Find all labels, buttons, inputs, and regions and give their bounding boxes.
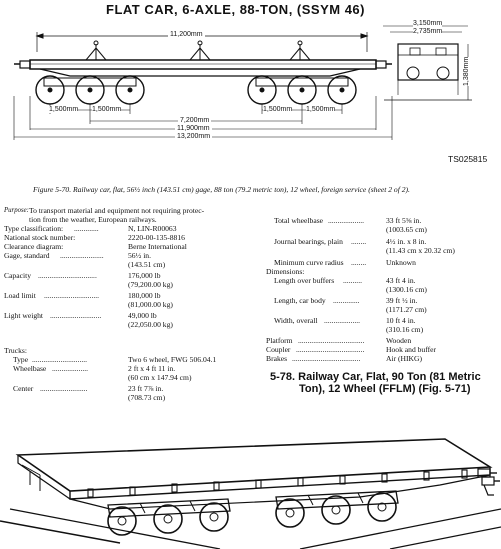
truck-value-type: Two 6 wheel, FWG 506.04.1	[128, 355, 217, 364]
spec-label-journal-bearings: Journal bearings, plain	[274, 237, 343, 246]
spec-label-coupler: Coupler	[266, 345, 291, 354]
perspective-car-drawing	[0, 409, 501, 549]
trucks-label: Trucks:	[4, 346, 27, 355]
spec-label-load-limit: Load limit	[4, 291, 36, 300]
purpose-text-line-1: To transport material and equipment not requiring protec-	[29, 206, 205, 215]
truck-label-center: Center	[13, 384, 34, 393]
spec-label-gage: Gage, standard	[4, 251, 50, 260]
truck-value-center-metric: (708.73 cm)	[128, 393, 166, 402]
dim-overall-length: 13,200mm	[177, 133, 211, 140]
spec-dots: .............................	[32, 355, 88, 364]
dim-deck-length: 11,200mm	[170, 31, 203, 38]
spec-dots: ..........	[343, 276, 362, 285]
figure-caption: Figure 5-70. Railway car, flat, 56½ inch (143.51 cm) gage, 88 ton (79.2 metric ton), 12 wheel, foreign service (sheet 2 of 2).	[33, 185, 410, 194]
spec-dots: ...............................	[38, 271, 97, 280]
dim-truck-centers: 7,200mm	[180, 117, 210, 124]
spec-label-width-overall: Width, overall	[274, 316, 318, 325]
spec-dots: ...................................	[298, 336, 365, 345]
spec-label-clearance-diagram: Clearance diagram:	[4, 242, 64, 251]
spec-value-brakes: Air (HIKG)	[386, 354, 423, 363]
spec-dots: ..............	[333, 296, 360, 305]
section-title-line-1: Railway Car, Flat, 90 Ton (81 Metric	[298, 371, 481, 383]
spec-value-width-overall-metric: (310.16 cm)	[386, 325, 424, 334]
spec-value-load-limit: 180,000 lb	[128, 291, 161, 300]
spec-value-light-weight: 49,000 lb	[128, 311, 157, 320]
spec-label-length-car-body: Length, car body	[274, 296, 326, 305]
spec-value-national-stock-number: 2220-00-135-8816	[128, 233, 185, 242]
spec-value-clearance-diagram: Berne International	[128, 242, 187, 251]
truck-value-center: 23 ft 7⅞ in.	[128, 384, 164, 393]
truck-label-wheelbase: Wheelbase	[13, 364, 47, 373]
dim-wheel-spacing-a: 1,500mm	[49, 106, 79, 113]
right-spec-block	[266, 216, 499, 391]
spec-value-length-car-body-metric: (1171.27 cm)	[386, 305, 427, 314]
spec-label-platform: Platform	[266, 336, 293, 345]
drawing-title: FLAT CAR, 6-AXLE, 88-TON, (SSYM 46)	[106, 2, 365, 17]
spec-value-journal-bearings-metric: (11.43 cm x 20.32 cm)	[386, 246, 455, 255]
spec-dots: .............	[74, 224, 99, 233]
spec-dots: ....................................	[296, 345, 365, 354]
spec-value-platform: Wooden	[386, 336, 412, 345]
spec-dots: ...........................	[50, 311, 102, 320]
purpose-label: Purpose:	[4, 207, 29, 214]
dim-wheel-spacing-b: 1,500mm	[92, 106, 122, 113]
spec-label-minimum-curve-radius: Minimum curve radius	[274, 258, 344, 267]
spec-label-brakes: Brakes	[266, 354, 288, 363]
spec-value-load-limit-metric: (81,000.00 kg)	[128, 300, 173, 309]
spec-dots: ........	[351, 237, 367, 246]
spec-dots: ....................................	[292, 354, 361, 363]
dim-wheel-spacing-d: 1,500mm	[306, 106, 336, 113]
spec-label-type-classification: Type classification:	[4, 224, 64, 233]
section-title-line-2: Ton), 12 Wheel (FFLM) (Fig. 5-71)	[299, 383, 471, 395]
truck-value-wheelbase-metric: (60 cm x 147.94 cm)	[128, 373, 192, 382]
spec-label-dimensions: Dimensions:	[266, 267, 305, 276]
spec-label-total-wheelbase: Total wheelbase	[274, 216, 324, 225]
spec-value-width-overall: 10 ft 4 in.	[386, 316, 416, 325]
spec-value-capacity-metric: (79,200.00 kg)	[128, 280, 173, 289]
left-spec-block	[4, 206, 266, 421]
spec-dots: ...................	[324, 316, 361, 325]
spec-dots: .........................	[40, 384, 88, 393]
truck-value-wheelbase: 2 ft x 4 ft 11 in.	[128, 364, 176, 373]
spec-value-length-over-buffers: 43 ft 4 in.	[386, 276, 416, 285]
spec-value-capacity: 176,000 lb	[128, 271, 161, 280]
spec-dots: .............................	[44, 291, 100, 300]
spec-dots: ...................	[328, 216, 365, 225]
dim-frame-length: 11,900mm	[177, 125, 210, 132]
spec-label-national-stock-number: National stock number:	[4, 233, 76, 242]
spec-label-length-over-buffers: Length over buffers	[274, 276, 335, 285]
dim-wheel-spacing-c: 1,500mm	[263, 106, 293, 113]
drawing-ref-number: TS025815	[448, 154, 488, 164]
spec-value-light-weight-metric: (22,050.00 kg)	[128, 320, 173, 329]
section-number: 5-78.	[270, 371, 296, 383]
spec-dots: ........	[351, 258, 367, 267]
spec-label-light-weight: Light weight	[4, 311, 44, 320]
spec-value-gage-metric: (143.51 cm)	[128, 260, 166, 269]
spec-label-capacity: Capacity	[4, 271, 31, 280]
spec-dots: ...................	[52, 364, 89, 373]
spec-value-gage: 56½ in.	[128, 251, 151, 260]
spec-value-journal-bearings: 4½ in. x 8 in.	[386, 237, 427, 246]
dim-end-inner-width: 2,735mm	[413, 28, 443, 35]
spec-value-total-wheelbase-metric: (1003.65 cm)	[386, 225, 427, 234]
spec-value-length-car-body: 39 ft ½ in.	[386, 296, 418, 305]
section-heading	[270, 371, 498, 395]
spec-dots: .......................	[60, 251, 104, 260]
dim-end-width: 3,150mm	[413, 20, 443, 27]
spec-value-total-wheelbase: 33 ft 5⅝ in.	[386, 216, 422, 225]
truck-label-type: Type	[13, 355, 29, 364]
spec-value-coupler: Hook and buffer	[386, 345, 437, 354]
spec-value-length-over-buffers-metric: (1300.16 cm)	[386, 285, 427, 294]
dim-end-height: 1,380mm	[463, 56, 470, 86]
purpose-text-line-2: tion from the weather, European railways.	[29, 215, 157, 224]
spec-value-minimum-curve-radius: Unknown	[386, 258, 416, 267]
spec-value-type-classification: N, LIN-R00063	[128, 224, 177, 233]
